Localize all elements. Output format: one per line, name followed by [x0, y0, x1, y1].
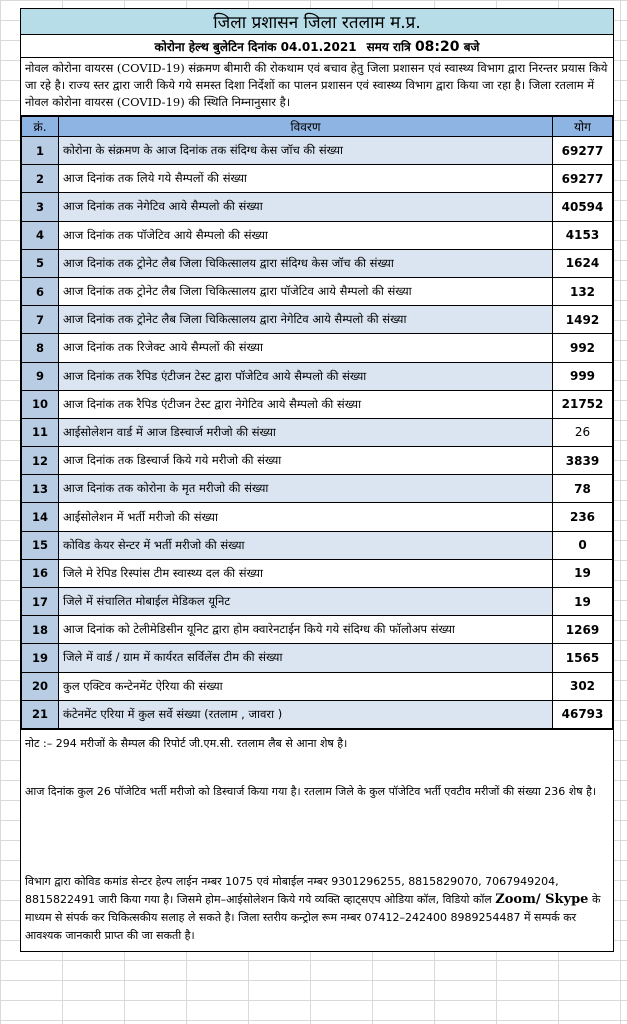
row-number: 12 — [22, 447, 59, 475]
row-description: जिले में वार्ड / ग्राम में कार्यरत सर्विलेंस टीम की संख्या — [59, 644, 553, 672]
row-number: 10 — [22, 390, 59, 418]
table-row — [22, 644, 613, 672]
row-number: 2 — [22, 165, 59, 193]
row-number: 14 — [22, 503, 59, 531]
discharge-text: आज दिनांक कुल 26 पॉजेटिव भर्ती मरीजो को डिस्चार्ज किया गया है। रतलाम जिले के कुल पॉजेटिव भर्ती एवटीव मरीजों की संख्या 236 शेष है। — [25, 784, 597, 798]
row-total: 236 — [553, 503, 613, 531]
row-total: 4153 — [553, 221, 613, 249]
row-number: 1 — [22, 137, 59, 165]
row-number: 16 — [22, 559, 59, 587]
row-description: कोरोना के संक्रमण के आज दिनांक तक संदिग्ध केस जॉच की संख्या — [59, 137, 553, 165]
row-description: आज दिनांक तक लिये गये सैम्पलों की संख्या — [59, 165, 553, 193]
row-description: जिले मे रेपिड रिस्पांस टीम स्वास्थ्य दल की संख्या — [59, 559, 553, 587]
table-row — [22, 137, 613, 165]
row-total: 999 — [553, 362, 613, 390]
row-description: आज दिनांक तक रैपिड एंटीजन टेस्ट द्वारा नेगेटिव आये सैम्पलो की संख्या — [59, 390, 553, 418]
row-description: आईसोलेशन में भर्ती मरीजो की संख्या — [59, 503, 553, 531]
table-row — [22, 193, 613, 221]
table-row — [22, 390, 613, 418]
row-number: 5 — [22, 249, 59, 277]
table-row — [22, 221, 613, 249]
table-row — [22, 362, 613, 390]
row-number: 19 — [22, 644, 59, 672]
row-total: 992 — [553, 334, 613, 362]
table-row — [22, 165, 613, 193]
row-description: जिले में संचालित मोबाईल मेडिकल यूनिट — [59, 588, 553, 616]
row-number: 3 — [22, 193, 59, 221]
row-description: आज दिनांक को टेलीमेडिसीन यूनिट द्वारा होम क्वारेनटाईन किये गये संदिग्ध की फॉलोअप संख्या — [59, 616, 553, 644]
row-total: 40594 — [553, 193, 613, 221]
row-number: 11 — [22, 418, 59, 446]
row-total: 302 — [553, 672, 613, 700]
row-total: 132 — [553, 277, 613, 305]
row-total: 19 — [553, 588, 613, 616]
stats-table — [21, 116, 613, 729]
row-number: 18 — [22, 616, 59, 644]
table-row — [22, 616, 613, 644]
row-number: 17 — [22, 588, 59, 616]
row-description: कंटेनमेंट एरिया में कुल सर्वे संख्या (रतलाम , जावरा ) — [59, 700, 553, 728]
row-description: आज दिनांक तक कोरोना के मृत मरीजो की संख्या — [59, 475, 553, 503]
row-number: 8 — [22, 334, 59, 362]
table-row — [22, 700, 613, 728]
row-number: 15 — [22, 531, 59, 559]
table-row — [22, 588, 613, 616]
row-number: 4 — [22, 221, 59, 249]
row-total: 0 — [553, 531, 613, 559]
row-number: 7 — [22, 306, 59, 334]
row-description: आईसोलेशन वार्ड में आज डिस्चार्ज मरीजो की संख्या — [59, 418, 553, 446]
row-total: 19 — [553, 559, 613, 587]
table-row — [22, 249, 613, 277]
table-header-row — [22, 117, 613, 137]
row-total: 3839 — [553, 447, 613, 475]
table-row — [22, 447, 613, 475]
row-number: 9 — [22, 362, 59, 390]
row-total: 26 — [553, 418, 613, 446]
table-row — [22, 475, 613, 503]
table-row — [22, 306, 613, 334]
table-row — [22, 334, 613, 362]
row-description: आज दिनांक तक रिजेक्ट आये सैम्पलों की संख्या — [59, 334, 553, 362]
row-total: 1565 — [553, 644, 613, 672]
helpline-text: विभाग द्वारा कोविड कमांड सेन्टर हेल्प लाईन नम्बर 1075 एवं मोबाईल नम्बर 9301296255, 8815829070, 7067949204, 8815822491 जारी किया गया है। जिसमे होम–आईसोलेशन किये गये व्यक्ति व्हाट्सएप ओडिया कॉल, विडियो कॉल Zoom/ Skype के माध्यम से संपर्क कर चिकित्सकीय सलाह ले सकते है। जिला स्तरीय कन्ट्रोल रूम नम्बर 07412–242400 8989254487 में सम्पर्क कर आवश्यक जानकारी प्राप्त की जा सकती है। — [25, 874, 601, 942]
table-row — [22, 672, 613, 700]
table-row — [22, 418, 613, 446]
row-description: कुल एक्टिव कन्टेनमेंट ऐरिया की संख्या — [59, 672, 553, 700]
row-description: कोविड केयर सेन्टर में भर्ती मरीजो की संख्या — [59, 531, 553, 559]
table-row — [22, 531, 613, 559]
header-total: योग — [553, 117, 613, 137]
bulletin-date-row — [21, 35, 613, 58]
row-description: आज दिनांक तक ट्रोनेट लैब जिला चिकित्सालय द्वारा संदिग्ध केस जॉच की संख्या — [59, 249, 553, 277]
row-number: 13 — [22, 475, 59, 503]
row-number: 6 — [22, 277, 59, 305]
time-label: समय रात्रि 08:20 बजे — [366, 38, 480, 55]
table-row — [22, 277, 613, 305]
row-description: आज दिनांक तक रैपिड एंटीजन टेस्ट द्वारा पॉजेटिव आये सैम्पलो की संख्या — [59, 362, 553, 390]
row-total: 78 — [553, 475, 613, 503]
header-sn: क्रं. — [22, 117, 59, 137]
row-description: आज दिनांक तक पॉजेटिव आये सैम्पलो की संख्या — [59, 221, 553, 249]
zoom-skype-label: Zoom/ Skype — [495, 891, 589, 907]
bulletin-sheet — [20, 8, 614, 952]
row-number: 21 — [22, 700, 59, 728]
time-value: 08:20 — [414, 38, 460, 55]
header-desc: विवरण — [59, 117, 553, 137]
row-description: आज दिनांक तक नेगेटिव आये सैम्पलो की संख्या — [59, 193, 553, 221]
row-total: 46793 — [553, 700, 613, 728]
bulletin-label: कोरोना हेल्थ बुलेटिन दिनांक 04.01.2021 — [154, 39, 357, 54]
page-title: जिला प्रशासन जिला रतलाम म.प्र. — [21, 9, 613, 35]
intro-paragraph: नोवल कोरोना वायरस (COVID-19) संक्रमण बीमारी की रोकथाम एवं बचाव हेतु जिला प्रशासन एवं स्वास्थ्य विभाग द्वारा निरन्तर प्रयास किये जा रहे है। राज्य स्तर द्वारा जारी किये गये समस्त दिशा निर्देशों का पालन प्रशासन एवं स्वास्थ्य विभाग द्वारा किया जा रहा है। जिला रतलाम में नोवल कोरोना वायरस (COVID-19) की स्थिति निम्नानुसार है। — [21, 58, 613, 116]
table-row — [22, 559, 613, 587]
note-text: नोट :– 294 मरीजों के सैम्पल की रिपोर्ट जी.एम.सी. रतलाम लैब से आना शेष है। — [21, 729, 613, 783]
row-total: 69277 — [553, 137, 613, 165]
row-number: 20 — [22, 672, 59, 700]
row-description: आज दिनांक तक डिस्चार्ज किये गये मरीजो की संख्या — [59, 447, 553, 475]
row-description: आज दिनांक तक ट्रोनेट लैब जिला चिकित्सालय द्वारा नेगेटिव आये सैम्पलो की संख्या — [59, 306, 553, 334]
row-total: 69277 — [553, 165, 613, 193]
row-description: आज दिनांक तक ट्रोनेट लैब जिला चिकित्सालय द्वारा पॉजेटिव आये सैम्पलो की संख्या — [59, 277, 553, 305]
table-row — [22, 503, 613, 531]
row-total: 1269 — [553, 616, 613, 644]
row-total: 21752 — [553, 390, 613, 418]
row-total: 1492 — [553, 306, 613, 334]
row-total: 1624 — [553, 249, 613, 277]
